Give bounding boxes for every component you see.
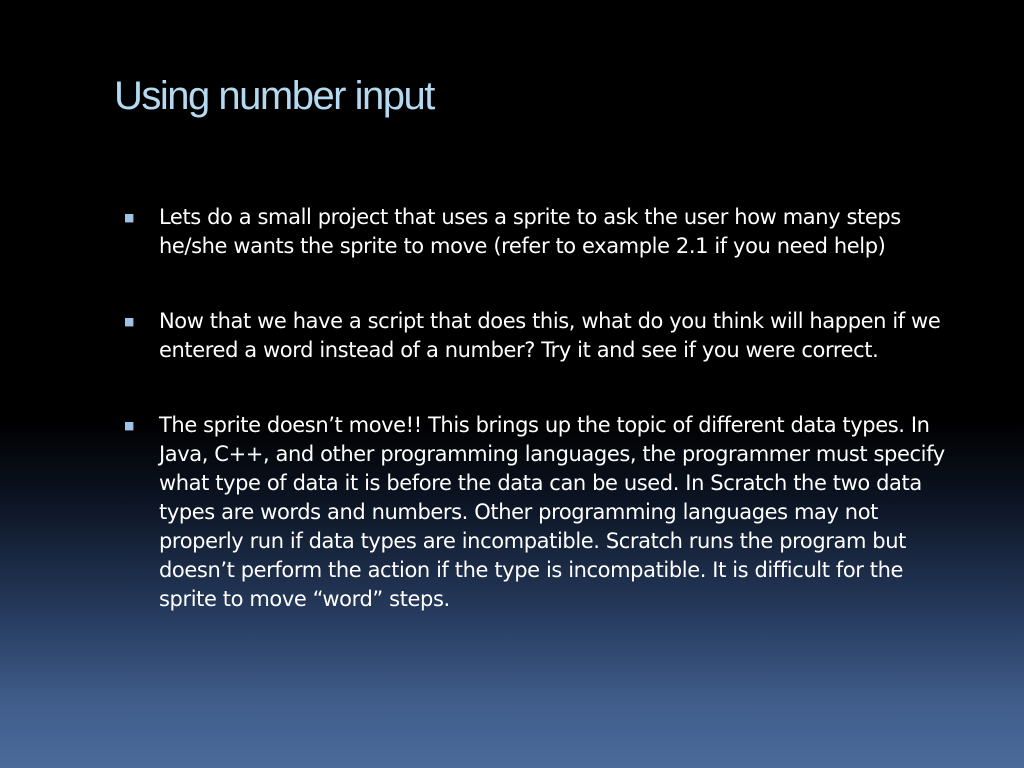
bullet-text: Now that we have a script that does this, what do you think will happen if we entered a word instead of a number? Try it and see if you were correct. [159,309,941,362]
slide-title: Using number input [114,74,434,118]
bullet-item [120,411,950,614]
square-bullet-icon: ■ [124,211,134,224]
bullet-list [120,203,950,614]
square-bullet-icon: ■ [124,419,134,432]
bullet-item [120,203,950,261]
bullet-text: The sprite doesn’t move!! This brings up the topic of different data types. In Java, C++, and other programming languages, the programmer must specify what type of data it is before the data can be used. In Scratch the two data types are words and numbers. Other programming languages may not properly run if data types are incompatible. Scratch runs the program but doesn’t perform the action if the type is incompatible. It is difficult for the sprite to move “word” steps. [159,413,945,611]
bullet-item [120,307,950,365]
square-bullet-icon: ■ [124,315,134,328]
bullet-text: Lets do a small project that uses a sprite to ask the user how many steps he/she wants the sprite to move (refer to example 2.1 if you need help) [159,205,901,258]
